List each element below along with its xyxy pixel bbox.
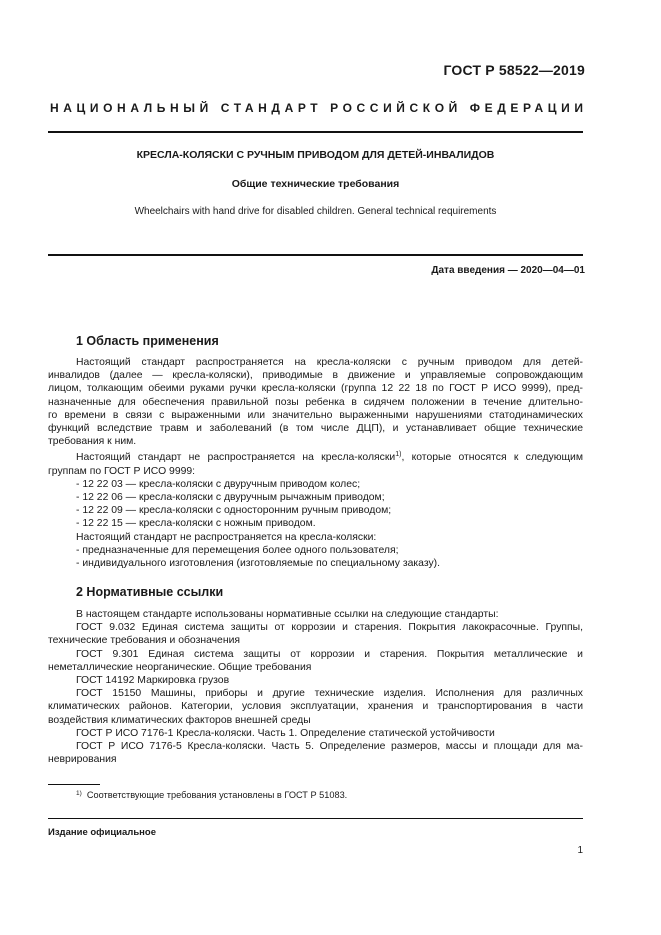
reference-line: неврирования <box>48 754 117 766</box>
text-line: В настоящем стандарте использованы нормативные ссылки на следующие стандарты: <box>76 609 499 620</box>
document-code: ГОСТ Р 58522—2019 <box>443 62 585 78</box>
title-divider <box>48 254 583 256</box>
text-line: Настоящий стандарт не распространяется на кресла-коляски: <box>76 531 377 543</box>
footer-divider <box>48 818 583 819</box>
reference-line: ГОСТ 15150 Машины, приборы и другие технические изделия. Исполнения для различных <box>76 688 583 700</box>
text-line: лицом, толкающим обеими руками ручки кресла-коляски (группа 12 22 18 по ГОСТ Р ИСО 9999), пред- <box>48 383 583 395</box>
section-heading-references: 2 Нормативные ссылки <box>76 585 224 599</box>
list-item: - 12 22 09 — кресла-коляски с односторонним ручным приводом; <box>76 505 392 517</box>
standard-subtitle: Общие технические требования <box>231 178 400 190</box>
footnote-text: Соответствующие требования установлены в ГОСТ Р 51083. <box>86 790 348 800</box>
reference-line: климатических районов. Категории, условия эксплуатации, хранения и транспортирования в части <box>48 701 583 713</box>
reference-line: неметаллические неорганические. Общие требования <box>48 661 312 673</box>
reference-line: ГОСТ 9.301 Единая система защиты от коррозии и старения. Покрытия металлические и <box>76 648 583 660</box>
national-standard-title: НАЦИОНАЛЬНЫЙ СТАНДАРТ РОССИЙСКОЙ ФЕДЕРАЦИИ <box>50 101 588 115</box>
text-line: назначенные для обеспечения правильной позы ребенка в сидячем положении в течение длительно- <box>48 396 583 408</box>
list-item: - индивидуального изготовления (изготовляемые по специальному заказу). <box>76 558 441 570</box>
standard-title: КРЕСЛА-КОЛЯСКИ С РУЧНЫМ ПРИВОДОМ ДЛЯ ДЕТЕЙ-ИНВАЛИДОВ <box>136 149 495 161</box>
footnote-divider <box>48 784 100 785</box>
introduction-date: Дата введения — 2020—04—01 <box>431 265 585 276</box>
reference-line: ГОСТ 9.032 Единая система защиты от коррозии и старения. Покрытия лакокрасочные. Группы, <box>76 622 583 634</box>
standard-title-english: Wheelchairs with hand drive for disabled children. General technical requirements <box>134 206 497 217</box>
text-line: группам по ГОСТ Р ИСО 9999: <box>48 465 196 477</box>
footnote-marker: 1) <box>76 790 82 797</box>
text-line: функций вследствие травм и заболеваний (в том числе ДЦП), и устанавливает общие технические <box>48 423 583 435</box>
section-heading-scope: 1 Область применения <box>76 334 219 348</box>
reference-line: технические требования и обозначения <box>48 635 240 647</box>
reference-line: ГОСТ 14192 Маркировка грузов <box>76 675 230 687</box>
text-line: требования к ним. <box>48 436 137 448</box>
text-line: инвалидов (далее — кресла-коляски), приводимые в движение и управляемые сопровождающим <box>48 370 583 382</box>
edition-label: Издание официальное <box>48 827 156 838</box>
list-item: - 12 22 15 — кресла-коляски с ножным приводом. <box>76 518 316 530</box>
reference-line: воздействия климатических факторов внешней среды <box>48 714 311 726</box>
list-item: - 12 22 03 — кресла-коляски с двуручным приводом колес; <box>76 478 361 490</box>
top-divider <box>48 131 583 133</box>
list-item: - 12 22 06 — кресла-коляски с двуручным рычажным приводом; <box>76 492 385 504</box>
text-line: Настоящий стандарт распространяется на кресла-коляски с ручным приводом для детей- <box>76 357 583 368</box>
exclusion-intro-line: Настоящий стандарт не распространяется на кресла-коляски$^{1)}$, которые относятся к следующим <box>76 451 583 464</box>
references-paragraph <box>48 608 583 766</box>
footnote <box>76 790 347 800</box>
text-line: го времени в связи с выраженными или значительно выраженными нарушениями статодинамических <box>48 409 583 421</box>
reference-line: ГОСТ Р ИСО 7176-1 Кресла-коляски. Часть 1. Определение статической устойчивости <box>76 727 495 739</box>
scope-paragraph <box>48 356 583 570</box>
footnote-ref: 1) <box>395 451 402 459</box>
reference-line: ГОСТ Р ИСО 7176-5 Кресла-коляски. Часть 5. Определение размеров, массы и площади для ма- <box>76 741 583 753</box>
list-item: - предназначенные для перемещения более одного пользователя; <box>76 544 399 556</box>
page-number: 1 <box>577 845 583 856</box>
